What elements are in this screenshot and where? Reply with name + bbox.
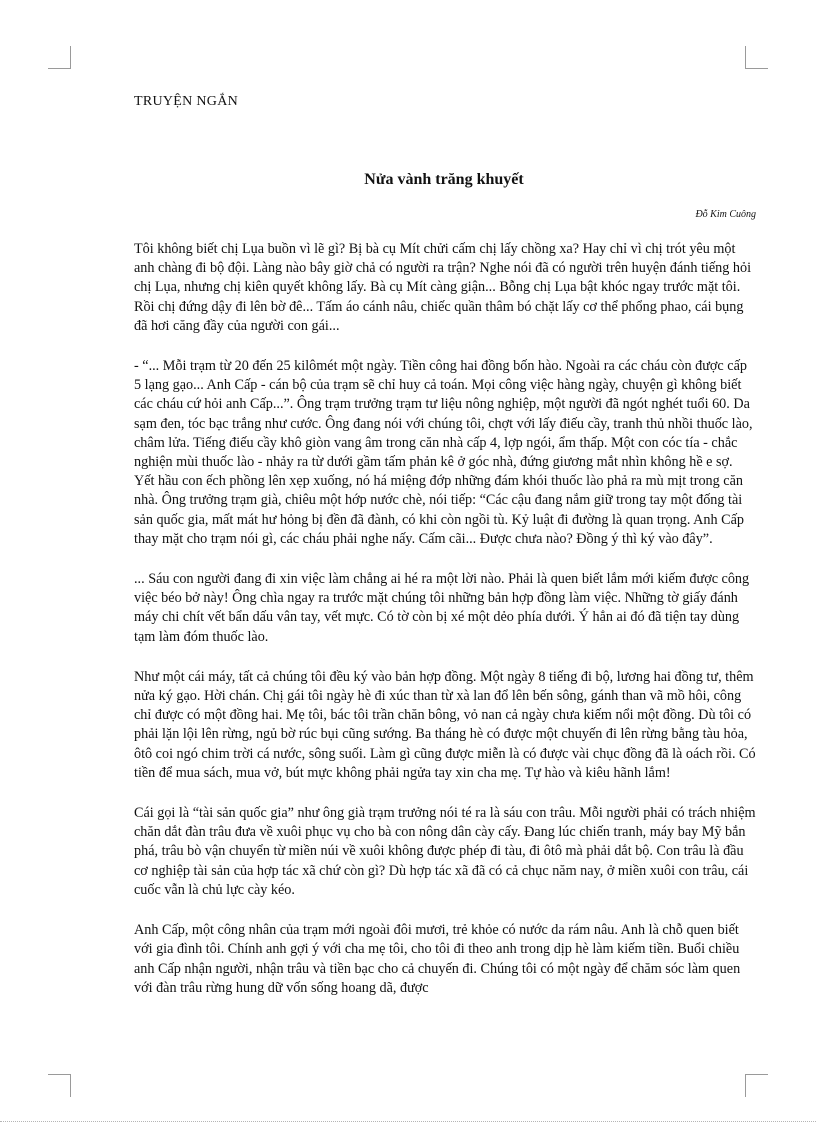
paragraph: Cái gọi là “tài sản quốc gia” như ông già trạm trưởng nói té ra là sáu con trâu. Mỗi người phải có trách nhiệm chăn dắt đàn trâu đưa về xuôi phục vụ cho bà con nông dân cày cấy. Đang lúc chiến tranh, máy bay Mỹ bắn phá, trâu bò vận chuyển từ miền núi về xuôi không được phép đi tàu, đi ôtô mà phải dắt bộ. Con trâu là đầu cơ nghiệp tài sản của hợp tác xã chứ còn gì? Dù hợp tác xã đã có cả chục năm nay, ở miền xuôi con trâu, cái cuốc vẫn là chủ lực cày kéo. xyxy=(134,805,756,898)
crop-mark-top-left xyxy=(48,46,71,69)
paragraph: ... Sáu con người đang đi xin việc làm chẳng ai hé ra một lời nào. Phải là quen biết lắm mới kiếm được công việc béo bở này! Ông chìa ngay ra trước mặt chúng tôi những bản hợp đồng làm việc. Những tờ giấy đánh máy chi chít vết bẩn dấu vân tay, vết mực. Có tờ còn bị xé một dẻo phía dưới. Ý hẳn ai đó đã tiện tay dùng tạm làm đóm thuốc lào. xyxy=(134,571,750,645)
paragraph: Tôi không biết chị Lụa buồn vì lẽ gì? Bị bà cụ Mít chửi cấm chị lấy chồng xa? Hay chỉ vì chị trót yêu một anh chàng đi bộ đội. Làng nào bây giờ chả có người ra trận? Nghe nói đã có người trên huyện đánh tiếng hỏi chị Lụa, nhưng chị kiên quyết không lấy. Bà cụ Mít càng giận... Bỗng chị Lụa bật khóc ngay trước mặt tôi. Rồi chị đứng dậy đi lên bờ đê... Tấm áo cánh nâu, chiếc quần thâm bó chặt lấy cơ thể phổng phao, cái bụng đã hơi căng đầy của người con gái... xyxy=(134,241,752,334)
crop-mark-top-right xyxy=(745,46,768,69)
story-title: Nửa vành trăng khuyết xyxy=(364,171,524,188)
crop-mark-bottom-left xyxy=(48,1074,71,1097)
crop-mark-bottom-right xyxy=(745,1074,768,1097)
paragraph: Anh Cấp, một công nhân của trạm mới ngoài đôi mươi, trẻ khỏe có nước da rám nâu. Anh là chỗ quen biết với gia đình tôi. Chính anh gợi ý với cha mẹ tôi, cho tôi đi theo anh trong dịp hè làm kiếm tiền. Buổi chiều anh Cấp nhận người, nhận trâu và tiền bạc cho cả chuyến đi. Chúng tôi có một ngày để chăm sóc làm quen với đàn trâu rừng hung dữ vốn sống hoang dã, được xyxy=(134,922,741,996)
page-bottom-divider xyxy=(0,1121,816,1122)
story-body xyxy=(134,240,756,998)
paragraph: Như một cái máy, tất cả chúng tôi đều ký vào bản hợp đồng. Một ngày 8 tiếng đi bộ, lương hai đồng tư, thêm nửa ký gạo. Hời chán. Chị gái tôi ngày hè đi xúc than từ xà lan đổ lên bến sông, gánh than vã mồ hôi, công chỉ được có một đồng hai. Mẹ tôi, bác tôi trần chăn bông, vỏ nan cả ngày chưa kiếm nổi một đồng. Dù tôi có phải lặn lội lên rừng, ngủ bờ rúc bụi cũng sướng. Ba tháng hè có được một chuyến đi lên rừng bằng tàu hỏa, ôtô coi ngó chim trời cá nước, sông suối. Làm gì cũng được miễn là có được vài chục đồng đã là oách rồi. Có tiền để mua sách, mua vở, bút mực không phải ngửa tay xin cha mẹ. Tự hào và kiêu hãnh lắm! xyxy=(134,668,756,781)
paragraph: - “... Mỗi trạm từ 20 đến 25 kilômét một ngày. Tiền công hai đồng bốn hào. Ngoài ra các cháu còn được cấp 5 lạng gạo... Anh Cấp - cán bộ của trạm sẽ chỉ huy cả toán. Mọi công việc hàng ngày, chuyện gì không biết các cháu cứ hỏi anh Cấp...”. Ông trạm trưởng trạm tư liệu nông nghiệp, một người đã ngót nghét tuổi 60. Da sạm đen, tóc bạc trắng như cước. Ông đang nói với chúng tôi, chợt với lấy điếu cầy, tranh thủ nhồi thuốc lào, châm lửa. Tiếng điếu cầy khô giòn vang âm trong căn nhà cấp 4, lợp ngói, ẩm thấp. Một con cóc tía - chắc nghiện mùi thuốc lào - nhảy ra từ dưới gầm tấm phản kê ở góc nhà, đứng giương mắt nhìn không hề e sợ. Yết hầu con ếch phồng lên xẹp xuống, nó há miệng đớp những đám khói thuốc lào phả ra mù mịt trong căn nhà. Ông trưởng trạm già, chiêu một hớp nước chè, nói tiếp: “Các cậu đang nắm giữ trong tay một đống tài sản quốc gia, mất mát hư hỏng bị đền đã đành, có khi còn ngồi tù. Kỷ luật đi đường là quan trọng. Anh Cấp thay mặt cho trạm nói gì, các cháu phải nghe nấy. Cấm cãi... Được chưa nào? Đồng ý thì ký vào đây”. xyxy=(134,358,753,547)
section-label: TRUYỆN NGẮN xyxy=(134,94,239,109)
author-name: Đỗ Kim Cuông xyxy=(695,209,756,220)
